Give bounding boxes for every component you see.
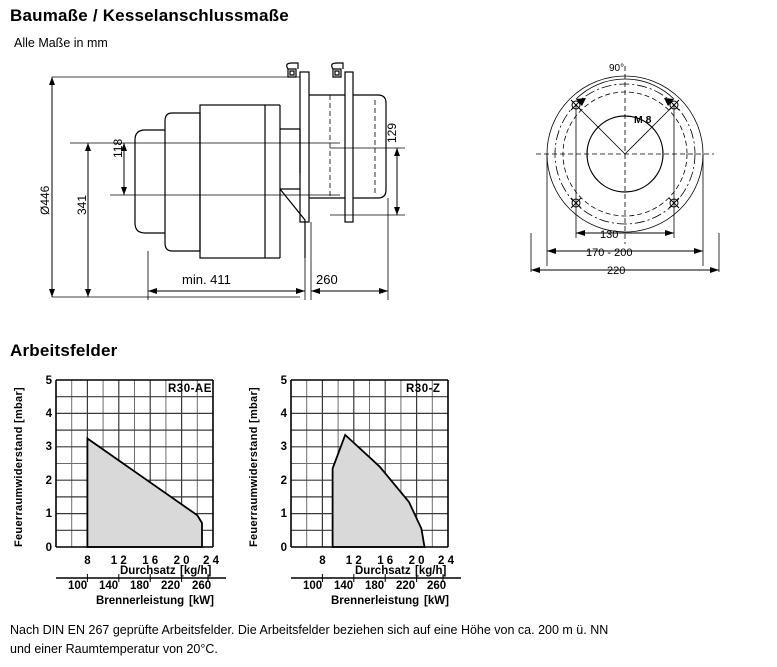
svg-text:2 4: 2 4 <box>203 555 219 567</box>
svg-text:1 2: 1 2 <box>110 555 127 567</box>
svg-text:4: 4 <box>45 408 52 420</box>
chart2-kw-tick-140: 140 <box>334 580 354 592</box>
svg-text:2 0: 2 0 <box>408 555 425 567</box>
svg-text:5: 5 <box>280 375 287 387</box>
chart2-kw-tick-100: 100 <box>303 580 323 592</box>
footer-note-line2: und einer Raumtemperatur von 20°C. <box>10 642 218 656</box>
chart2-x-axis-unit-kw: [kW] <box>424 595 449 607</box>
dimension-diameter-446: Ø446 <box>38 185 52 215</box>
chart-kw-tick-220: 220 <box>161 580 181 592</box>
svg-text:3: 3 <box>280 441 287 453</box>
dimension-height-129: 129 <box>385 122 399 143</box>
svg-text:8: 8 <box>319 555 326 567</box>
chart-y-axis-label: Feuerraumwiderstand [mbar] <box>13 386 25 547</box>
svg-text:5: 5 <box>45 375 52 387</box>
chart-label-r30-ae: R30-AE <box>168 383 212 395</box>
svg-text:1 6: 1 6 <box>142 555 159 567</box>
svg-text:1 6: 1 6 <box>377 555 394 567</box>
chart2-kw-tick-220: 220 <box>396 580 416 592</box>
chart-x-axis-label-brennerleistung: Brennerleistung <box>96 595 185 607</box>
svg-text:3: 3 <box>45 441 52 453</box>
boiler-flange-front-view-drawing <box>520 58 770 288</box>
svg-text:1 2: 1 2 <box>345 555 362 567</box>
footer-note-line1: Nach DIN EN 267 geprüfte Arbeitsfelder. Die Arbeitsfelder beziehen sich auf eine Höhe von ca. 200 m ü. NN <box>10 623 609 637</box>
chart-x-axis-unit-kgh: [kg/h] <box>180 565 212 577</box>
dimension-length-260: 260 <box>316 272 338 287</box>
section-title-arbeitsfelder: Arbeitsfelder <box>10 341 118 360</box>
svg-text:0: 0 <box>280 542 287 554</box>
svg-text:2 0: 2 0 <box>173 555 190 567</box>
svg-text:8: 8 <box>84 555 91 567</box>
chart-kw-tick-260: 260 <box>192 580 212 592</box>
svg-text:2: 2 <box>45 475 52 487</box>
footer-note <box>10 621 770 659</box>
chart2-kw-tick-180: 180 <box>365 580 385 592</box>
chart2-x-axis-label-durchsatz: Durchsatz <box>355 565 411 577</box>
svg-text:2: 2 <box>280 475 287 487</box>
chart2-x-axis-label-brennerleistung: Brennerleistung <box>331 595 420 607</box>
chart-kw-tick-100: 100 <box>68 580 88 592</box>
chart-r30-ae <box>8 375 238 607</box>
dimension-height-118: 118 <box>111 138 125 158</box>
dimension-outer-220: 220 <box>607 265 626 277</box>
chart-r30-z <box>243 375 473 607</box>
dimension-thread-m8: M 8 <box>634 114 652 126</box>
chart-kw-tick-140: 140 <box>99 580 119 592</box>
svg-text:0: 0 <box>45 542 52 554</box>
dimension-length-min-411: min. 411 <box>182 272 231 287</box>
chart-label-r30-z: R30-Z <box>406 383 441 395</box>
svg-text:1: 1 <box>280 508 287 520</box>
dimension-bolt-circle-130: 130 <box>600 229 619 241</box>
dimension-range-170-200: 170 - 200 <box>586 247 633 259</box>
subtitle-all-dimensions-mm: Alle Maße in mm <box>14 36 108 50</box>
svg-text:4: 4 <box>280 408 287 420</box>
svg-text:1: 1 <box>45 508 52 520</box>
chart2-y-axis-label: Feuerraumwiderstand [mbar] <box>248 386 260 547</box>
page-title-baumasse: Baumaße / Kesselanschlussmaße <box>10 6 289 25</box>
chart2-x-axis-unit-kgh: [kg/h] <box>415 565 447 577</box>
chart-x-axis-unit-kw: [kW] <box>189 595 214 607</box>
chart-x-axis-label-durchsatz: Durchsatz <box>120 565 176 577</box>
dimension-height-341: 341 <box>75 194 89 215</box>
svg-text:2 4: 2 4 <box>438 555 454 567</box>
dimension-angle-90: 90° <box>609 63 625 74</box>
chart-kw-tick-180: 180 <box>130 580 150 592</box>
chart2-kw-tick-260: 260 <box>427 580 447 592</box>
